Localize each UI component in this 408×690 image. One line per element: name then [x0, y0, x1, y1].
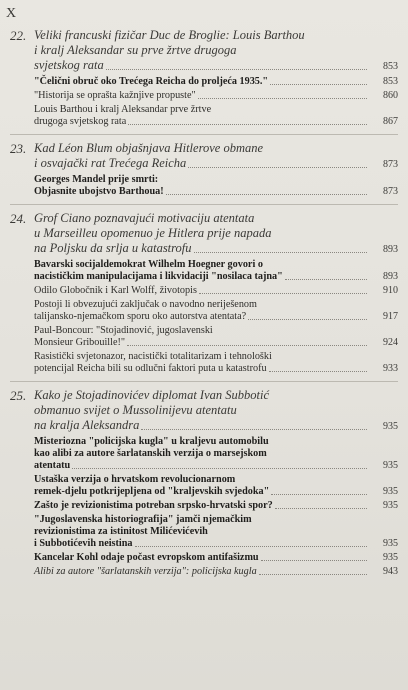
- entry-text: Monsieur Gribouille!": [34, 337, 126, 348]
- toc-entry-line: [34, 460, 398, 472]
- entry-page-number: 935: [383, 552, 398, 563]
- toc-entry-line: [34, 486, 398, 498]
- chapter-page-number: 935: [383, 421, 398, 432]
- chapter-title-line: i kralj Aleksandar su prve žrtve drugoga: [34, 43, 237, 57]
- entry-page-number: 873: [383, 186, 398, 197]
- dot-leader: [199, 293, 367, 294]
- dot-leader: [198, 98, 367, 99]
- chapter-number: 23.: [10, 141, 27, 156]
- entry-text: Misteriozna "policijska kugla" u kraljevu automobilu: [34, 436, 269, 447]
- toc-entry-line: [34, 76, 398, 88]
- toc-entry-line: [34, 325, 398, 337]
- toc-entry-line: [34, 552, 398, 564]
- entry-text: Alibi za autore "šarlatanskih verzija": policijska kugla: [34, 566, 257, 577]
- entry-text: remek-djelu potkrijepljena od "kraljevskih svjedoka": [34, 486, 270, 497]
- chapter-title-line: i osvajački rat Trećega Reicha: [34, 156, 187, 170]
- chapter-title-line: Kako je Stojadinovićev diplomat Ivan Subbotić: [34, 388, 270, 402]
- entry-page-number: 860: [383, 90, 398, 101]
- toc-entry-line: [34, 514, 398, 526]
- chapter-title-line: na kralja Aleksandra: [34, 418, 140, 432]
- entry-page-number: 893: [383, 271, 398, 282]
- table-of-contents: [10, 26, 398, 584]
- entry-text: atentatu: [34, 460, 71, 471]
- toc-entry-line: [34, 299, 398, 311]
- entry-text: talijansko-njemačkom sporu oko autorstva atentata?: [34, 311, 247, 322]
- toc-entry-line: [34, 351, 398, 363]
- chapter-title-block: [34, 388, 398, 433]
- chapter-title-last-line: [34, 418, 398, 433]
- toc-entry-line: [34, 311, 398, 323]
- chapter-number: 22.: [10, 28, 27, 43]
- chapter-title-line: Veliki francuski fizičar Duc de Broglie: Louis Barthou: [34, 28, 305, 42]
- chapter-section: [10, 381, 398, 584]
- entry-page-number: 917: [383, 311, 398, 322]
- chapter-title-line: obmanuo svijet o Mussolinijevu atentatu: [34, 403, 237, 417]
- dot-leader: [72, 468, 367, 469]
- chapter-number: 25.: [10, 388, 27, 403]
- toc-entry-line: [34, 538, 398, 550]
- chapter-page-number: 853: [383, 61, 398, 72]
- entry-page-number: 853: [383, 76, 398, 87]
- toc-entry-line: [34, 271, 398, 283]
- toc-entry-line: [34, 174, 398, 186]
- toc-entry-line: [34, 526, 398, 538]
- chapter-section: [10, 134, 398, 204]
- toc-entry-line: [34, 116, 398, 128]
- dot-leader: [271, 494, 367, 495]
- entry-text: revizionistima za istinitost Milićevićevih: [34, 526, 208, 537]
- entry-text: Objasnite ubojstvo Barthoua!: [34, 186, 164, 197]
- chapter-page-number: 893: [383, 244, 398, 255]
- dot-leader: [261, 560, 367, 561]
- entry-text: "Historija se opraštа kažnjive propuste": [34, 90, 196, 101]
- entry-text: Georges Mandel prije smrti:: [34, 174, 159, 185]
- chapter-title-line: na Poljsku da srlja u katastrofu: [34, 241, 192, 255]
- dot-leader: [285, 279, 367, 280]
- entry-page-number: 943: [383, 566, 398, 577]
- entry-page-number: 935: [383, 486, 398, 497]
- toc-entry-line: [34, 104, 398, 116]
- dot-leader: [188, 167, 367, 168]
- chapter-title-last-line: [34, 156, 398, 171]
- entry-page-number: 924: [383, 337, 398, 348]
- dot-leader: [270, 84, 367, 85]
- entry-page-number: 935: [383, 500, 398, 511]
- chapter-title-last-line: [34, 58, 398, 73]
- dot-leader: [248, 319, 367, 320]
- dot-leader: [128, 124, 367, 125]
- entry-text: Postoji li obvezujući zaključak o navodno neriješenom: [34, 299, 257, 310]
- chapter-title-last-line: [34, 241, 398, 256]
- entry-text: Zašto je revizionistima potreban srpsko-hrvatski spor?: [34, 500, 273, 511]
- chapter-title-block: [34, 211, 398, 256]
- chapter-section: [10, 26, 398, 134]
- entry-text: Paul-Boncour: "Stojadinović, jugoslavenski: [34, 325, 213, 336]
- toc-entry-line: [34, 363, 398, 375]
- entry-text: nacističkim manipulacijama i likvidaciji "nosilaca tajna": [34, 271, 283, 282]
- dot-leader: [135, 546, 367, 547]
- chapter-page-number: 873: [383, 159, 398, 170]
- toc-entry-line: [34, 474, 398, 486]
- entry-page-number: 935: [383, 538, 398, 549]
- toc-entry-line: [34, 436, 398, 448]
- dot-leader: [106, 69, 367, 70]
- toc-entry-line: [34, 285, 398, 297]
- dot-leader: [194, 252, 367, 253]
- entry-text: kao alibi za autore šarlatanskih verzija o marsejskom: [34, 448, 267, 459]
- toc-entry-line: [34, 500, 398, 512]
- dot-leader: [141, 429, 367, 430]
- chapter-title-line: u Marseilleu opomenuo je Hitlera prije napada: [34, 226, 272, 240]
- toc-entry-line: [34, 337, 398, 349]
- chapter-heading: [10, 388, 398, 433]
- toc-entry-line: [34, 90, 398, 102]
- entry-text: potencijal Reicha bili su odlučni faktori puta u katastrofu: [34, 363, 267, 374]
- toc-entry-line: [34, 186, 398, 198]
- chapter-title-line: svjetskog rata: [34, 58, 104, 72]
- entry-text: Kancelar Kohl odaje počast evropskom antifašizmu: [34, 552, 259, 563]
- entry-page-number: 910: [383, 285, 398, 296]
- chapter-title-line: Kad Léon Blum objašnjava Hitlerove obmane: [34, 141, 264, 155]
- entry-text: Louis Barthou i kralj Aleksandar prve žrtve: [34, 104, 212, 115]
- entry-page-number: 867: [383, 116, 398, 127]
- dot-leader: [259, 574, 367, 575]
- entry-text: Odilo Globočnik i Karl Wolff, životopis: [34, 285, 197, 296]
- entry-page-number: 933: [383, 363, 398, 374]
- spacer: [10, 580, 398, 584]
- dot-leader: [127, 345, 367, 346]
- entry-page-number: 935: [383, 460, 398, 471]
- entry-text: Bavarski socijaldemokrat Wilhelm Hoegner govori o: [34, 259, 263, 270]
- toc-entry-line: [34, 448, 398, 460]
- chapter-title-block: [34, 141, 398, 171]
- toc-entry-line: [34, 259, 398, 271]
- entry-text: "Jugoslavenska historiografija" jamči njemačkim: [34, 514, 252, 525]
- chapter-title-line: Grof Ciano poznavajući motivaciju atentata: [34, 211, 255, 225]
- chapter-section: [10, 204, 398, 381]
- page-label: X: [6, 6, 17, 21]
- toc-entry-line: [34, 566, 398, 578]
- entry-text: "Čelični obruč oko Trećega Reicha do proljeća 1935.": [34, 76, 269, 87]
- chapter-heading: [10, 28, 398, 73]
- chapter-number: 24.: [10, 211, 27, 226]
- dot-leader: [166, 194, 367, 195]
- entry-text: Ustaška verzija o hrvatskom revolucionarnom: [34, 474, 236, 485]
- entry-text: i Subbotićevih neistina: [34, 538, 133, 549]
- entry-text: Rasistički svjetonazor, nacistički totalitarizam i tehnološki: [34, 351, 272, 362]
- dot-leader: [269, 371, 367, 372]
- dot-leader: [275, 508, 367, 509]
- chapter-heading: [10, 141, 398, 171]
- chapter-heading: [10, 211, 398, 256]
- entry-text: drugoga svjetskog rata: [34, 116, 127, 127]
- chapter-title-block: [34, 28, 398, 73]
